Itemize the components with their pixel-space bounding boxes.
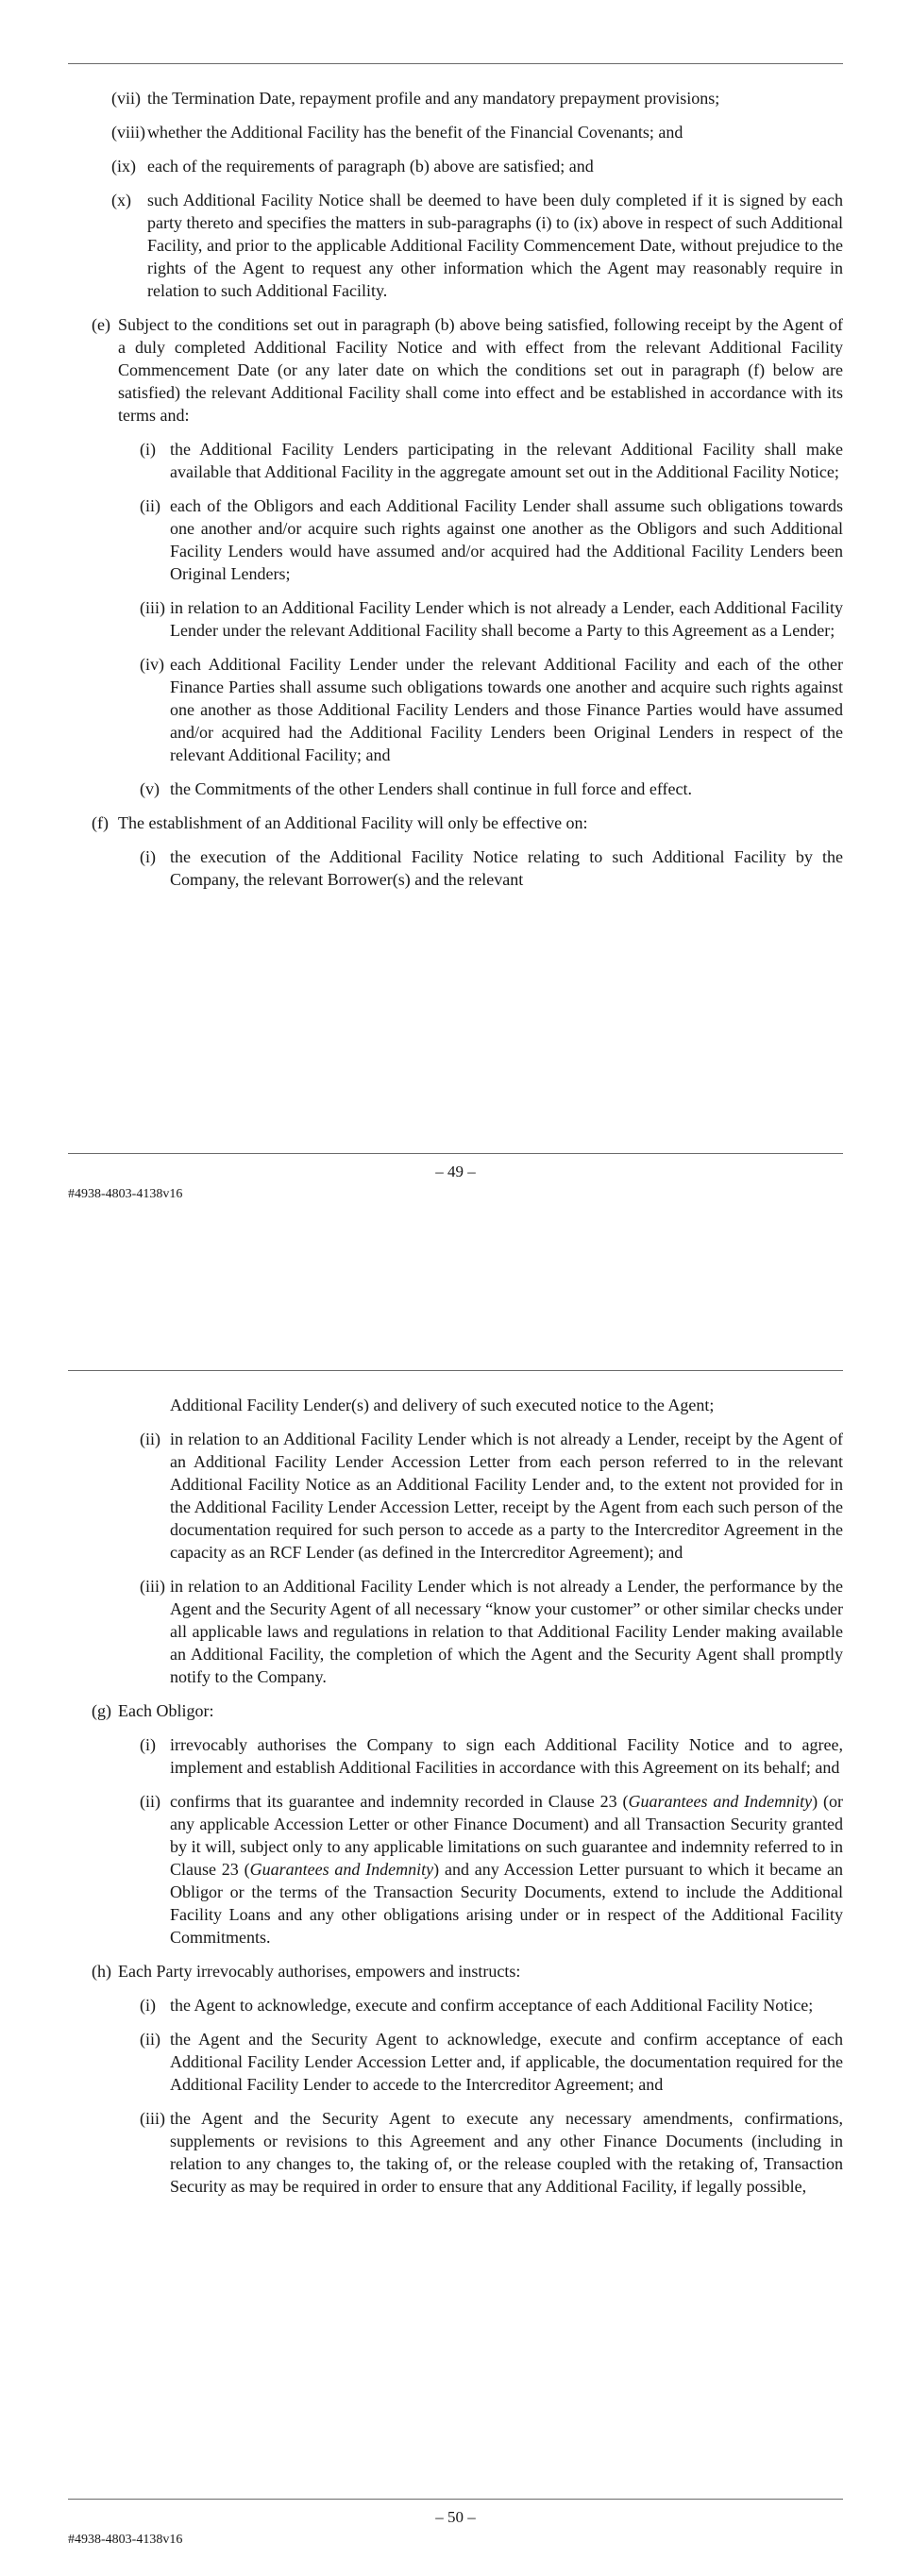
item-e-v: [68, 778, 843, 800]
doc-reference: #4938-4803-4138v16: [68, 1187, 183, 1201]
page-number: – 49 –: [435, 1163, 476, 1180]
page-number: – 50 –: [435, 2508, 476, 2526]
item-label: (ii): [140, 1430, 160, 1448]
item-text: Each Party irrevocably authorises, empowers and instructs:: [118, 1962, 521, 1981]
item-e-iii: [68, 596, 843, 642]
item-label: (i): [140, 1735, 156, 1754]
item-e-i: [68, 438, 843, 483]
page-50: [0, 1288, 911, 2576]
item-text: the Agent and the Security Agent to acknowledge, execute and confirm acceptance of each Additional Facility Lender Accession Letter and, if applicable, the documentation required for the Additional Facility Lender to accede to the Intercreditor Agreement; and: [170, 2030, 843, 2094]
header-rule: [68, 1370, 843, 1371]
item-e-ii: [68, 494, 843, 585]
item-text: the Commitments of the other Lenders shall continue in full force and effect.: [170, 779, 692, 798]
footer-rule: [68, 1153, 843, 1154]
item-label: (v): [140, 779, 160, 798]
list-item-vii: [68, 87, 843, 109]
item-h-iii: [68, 2107, 843, 2198]
item-f-ii: [68, 1428, 843, 1564]
item-label: (h): [92, 1962, 111, 1981]
item-f-i: [68, 845, 843, 891]
item-f-iii: [68, 1575, 843, 1688]
paragraph-e: [68, 313, 843, 427]
item-text: the Agent and the Security Agent to execute any necessary amendments, confirmations, supplements or revisions to this Agreement and any other Finance Documents (including in relation to any changes to, the taking of, or the release coupled with the retaking of, Transaction Security as may be required in order to ensure that any Additional Facility, if legally possible,: [170, 2109, 843, 2196]
item-text: The establishment of an Additional Facility will only be effective on:: [118, 813, 588, 832]
item-text: the execution of the Additional Facility Notice relating to such Additional Facility by the Company, the relevant Borrower(s) and the relevant: [170, 847, 843, 889]
item-label: (f): [92, 813, 109, 832]
item-g-ii: [68, 1790, 843, 1949]
item-label: (iii): [140, 2109, 165, 2128]
continuation-paragraph: Additional Facility Lender(s) and delivery of such executed notice to the Agent;: [170, 1396, 715, 1414]
item-label: (viii): [111, 123, 145, 142]
page-body: [68, 1394, 843, 2198]
item-label: (e): [92, 315, 110, 334]
item-label: (g): [92, 1701, 111, 1720]
item-text: the Additional Facility Lenders participating in the relevant Additional Facility shall make available that Additional Facility in the aggregate amount set out in the Additional Facility Notice;: [170, 440, 843, 481]
item-label: (ii): [140, 2030, 160, 2049]
item-text: the Agent to acknowledge, execute and confirm acceptance of each Additional Facility Notice;: [170, 1996, 814, 2015]
item-text: in relation to an Additional Facility Lender which is not already a Lender, each Additional Facility Lender under the relevant Additional Facility shall become a Party to this Agreement as a Lender;: [170, 598, 843, 640]
item-label: (vii): [111, 89, 141, 108]
item-text: such Additional Facility Notice shall be deemed to have been duly completed if it is signed by each party thereto and specifies the matters in sub-paragraphs (i) to (ix) above in respect of such Additional Facility, and prior to the applicable Additional Facility Commencement Date, without prejudice to the rights of the Agent to request any other information which the Agent may reasonably require in relation to such Additional Facility.: [147, 191, 843, 300]
item-text: irrevocably authorises the Company to sign each Additional Facility Notice and to agree, implement and establish Additional Facilities in accordance with this Agreement on its behalf; and: [170, 1735, 843, 1777]
item-label: (ii): [140, 496, 160, 515]
page-footer: [0, 2499, 911, 2549]
item-text: confirms that its guarantee and indemnity recorded in Clause 23 (Guarantees and Indemnity) (or any applicable Accession Letter or other Finance Document) and all Transaction Security granted by it will, subject only to any applicable limitations on such guarantee and indemnity referred to in Clause 23 (Guarantees and Indemnity) and any Accession Letter pursuant to which it became an Obligor or the terms of the Transaction Security Documents, extend to include the Additional Facility Loans and any other obligations arising under or in respect of the Additional Facility Commitments.: [170, 1792, 844, 1947]
header-rule: [68, 63, 843, 64]
item-label: (ix): [111, 157, 136, 176]
paragraph-g: [68, 1699, 843, 1722]
list-item-ix: [68, 155, 843, 177]
list-item-viii: [68, 121, 843, 143]
item-text: each Additional Facility Lender under the relevant Additional Facility and each of the other Finance Parties shall assume such obligations towards one another and acquire such rights against one another as those Additional Facility Lenders and those Finance Parties would have assumed and/or acquired had the Additional Facility Lenders been Original Lenders in respect of the relevant Additional Facility; and: [170, 655, 843, 764]
item-label: (i): [140, 847, 156, 866]
paragraph-h: [68, 1960, 843, 1982]
item-label: (i): [140, 440, 156, 459]
item-label: (ii): [140, 1792, 160, 1811]
item-text: Subject to the conditions set out in paragraph (b) above being satisfied, following receipt by the Agent of a duly completed Additional Facility Notice and with effect from the relevant Additional Facility Commencement Date (or any later date on which the conditions set out in paragraph (f) below are satisfied) the relevant Additional Facility shall come into effect and be established in accordance with its terms and:: [118, 315, 843, 425]
item-text: whether the Additional Facility has the benefit of the Financial Covenants; and: [147, 123, 683, 142]
item-text: the Termination Date, repayment profile and any mandatory prepayment provisions;: [147, 89, 720, 108]
paragraph-f: [68, 811, 843, 834]
item-h-ii: [68, 2028, 843, 2096]
item-label: (iii): [140, 598, 165, 617]
list-item-x: [68, 189, 843, 302]
doc-reference: #4938-4803-4138v16: [68, 2533, 183, 2547]
item-e-iv: [68, 653, 843, 766]
item-text: each of the requirements of paragraph (b) above are satisfied; and: [147, 157, 594, 176]
item-text: in relation to an Additional Facility Lender which is not already a Lender, the performance by the Agent and the Security Agent of all necessary “know your customer” or other similar checks under all applicable laws and regulations in relation to that Additional Facility Lender making available an Additional Facility, the completion of which the Agent and the Security Agent shall promptly notify to the Company.: [170, 1577, 843, 1686]
page-footer: [0, 1153, 911, 1203]
item-h-i: [68, 1994, 843, 2016]
item-label: (x): [111, 191, 131, 209]
item-text: Each Obligor:: [118, 1701, 214, 1720]
item-label: (iii): [140, 1577, 165, 1596]
item-label: (iv): [140, 655, 164, 674]
item-text: each of the Obligors and each Additional Facility Lender shall assume such obligations towards one another and/or acquire such rights against one another as the Obligors and such Additional Facility Lenders would have assumed and/or acquired had the Additional Facility Lenders been Original Lenders;: [170, 496, 843, 583]
item-label: (i): [140, 1996, 156, 2015]
page-body: [68, 87, 843, 891]
item-text: in relation to an Additional Facility Lender which is not already a Lender, receipt by the Agent of an Additional Facility Lender Accession Letter from each person referred to in the relevant Additional Facility Notice as an Additional Facility Lender and, to the extent not provided for in the Additional Facility Lender Accession Letter, receipt by the Agent from each such person of the documentation required for such person to accede as a party to the Intercreditor Agreement in the capacity as an RCF Lender (as defined in the Intercreditor Agreement); and: [170, 1430, 843, 1562]
item-g-i: [68, 1733, 843, 1779]
footer-rule: [68, 2499, 843, 2500]
